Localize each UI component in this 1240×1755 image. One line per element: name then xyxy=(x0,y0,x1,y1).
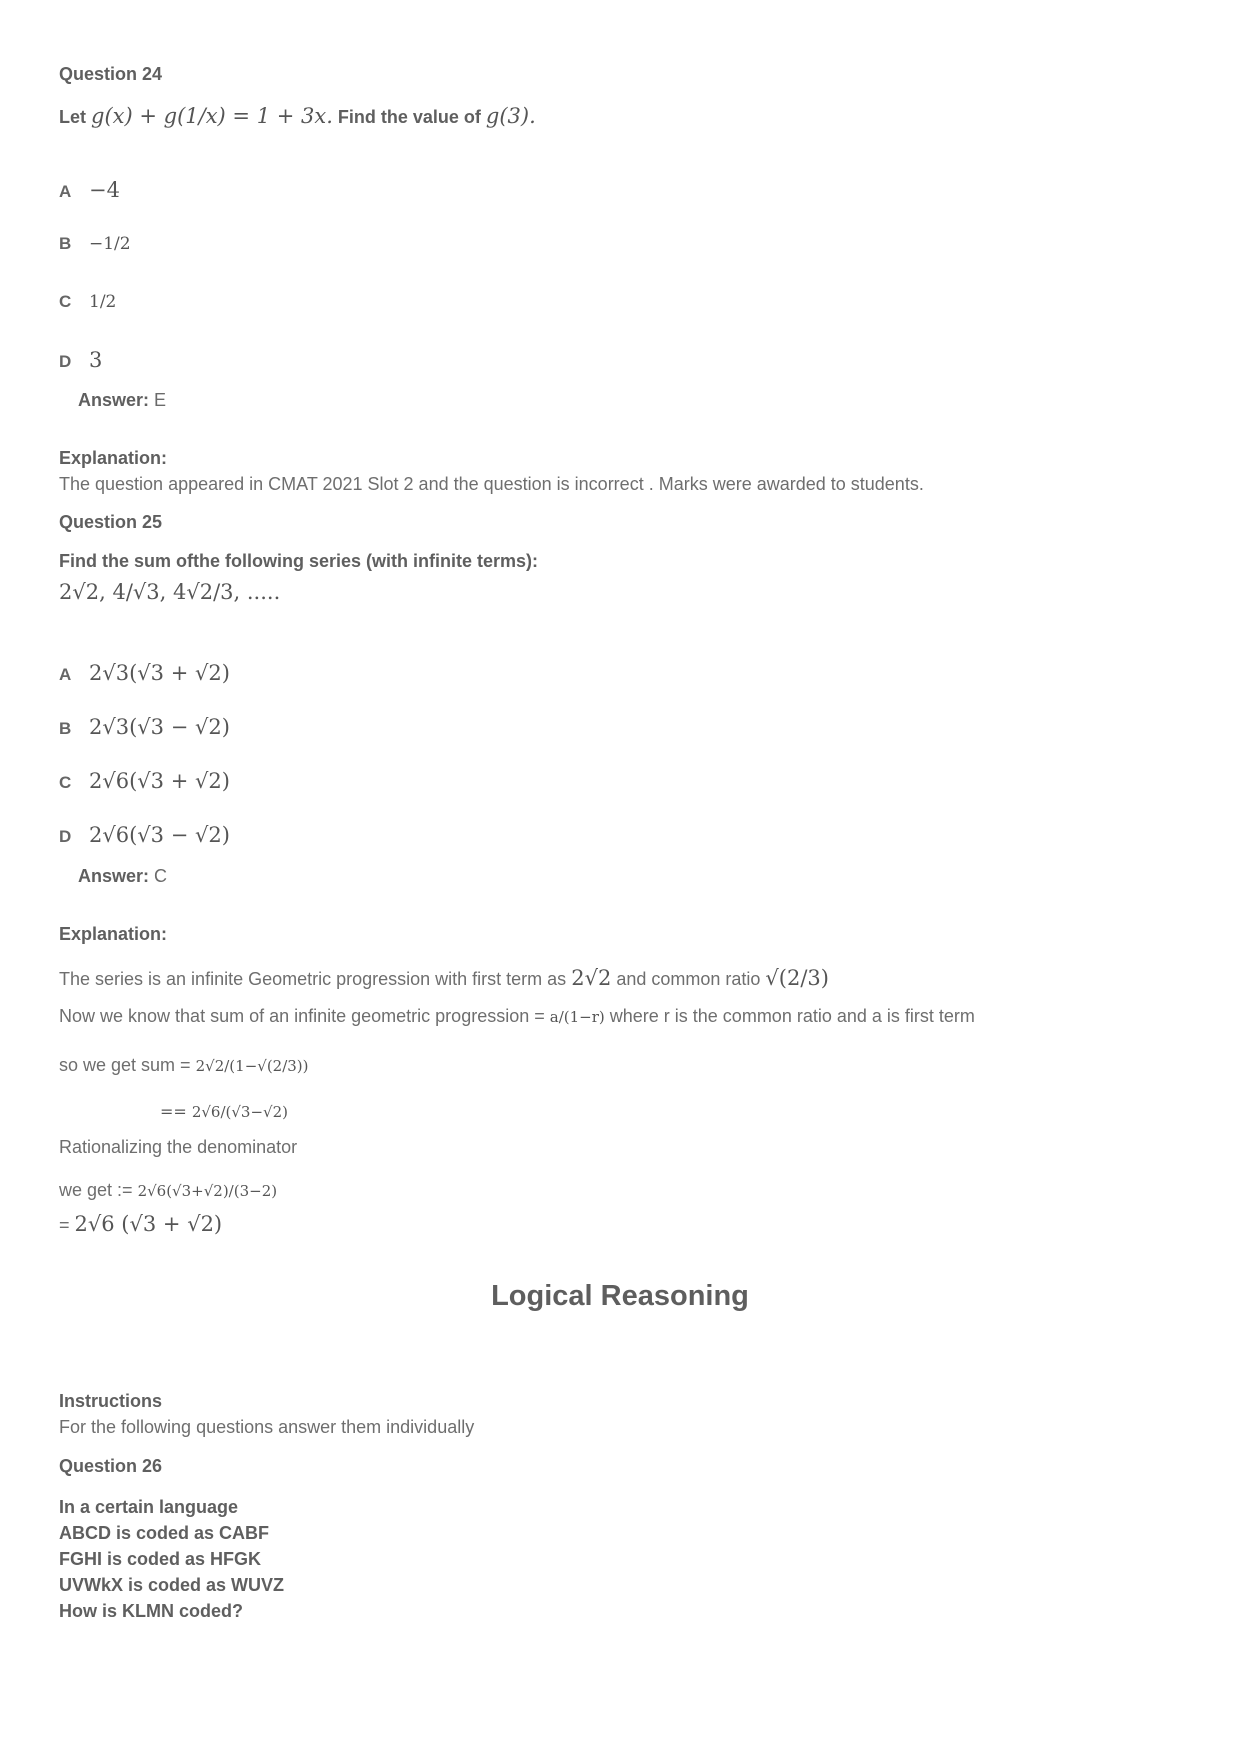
sum-formula-math: a/(1−r) xyxy=(549,1008,605,1026)
question-24-prompt xyxy=(59,104,536,128)
section-heading: Logical Reasoning xyxy=(491,1280,749,1312)
prompt-line: ABCD is coded as CABF xyxy=(59,1523,270,1543)
option-value: −1/2 xyxy=(89,234,131,254)
prompt-line: How is KLMN coded? xyxy=(59,1601,243,1621)
option-d[interactable] xyxy=(59,348,102,372)
final-answer-math: 2√6 (√3 + √2) xyxy=(74,1212,223,1236)
explanation-24-label: Explanation: xyxy=(59,448,168,468)
explanation-25-line-1 xyxy=(59,966,829,990)
explanation-25-line-5: Rationalizing the denominator xyxy=(59,1137,298,1157)
answer-24 xyxy=(78,390,166,411)
option-label: C xyxy=(59,292,72,311)
text: The series is an infinite Geometric progression with first term as xyxy=(59,969,567,989)
explanation-25-line-3 xyxy=(59,1055,309,1076)
prompt-equation: g(x) + g(1/x) = 1 + 3x. xyxy=(91,104,333,128)
option-c[interactable] xyxy=(59,291,116,312)
option-value: 3 xyxy=(89,348,103,372)
option-c[interactable] xyxy=(59,769,230,793)
option-a[interactable] xyxy=(59,661,230,685)
sum-substitution-math: 2√2/(1−√(2/3)) xyxy=(195,1057,309,1075)
question-25-series: 2√2, 4/√3, 4√2/3, ..... xyxy=(59,580,281,604)
text: = xyxy=(59,1215,70,1235)
explanation-25-label: Explanation: xyxy=(59,924,168,944)
instructions-text: For the following questions answer them individually xyxy=(59,1417,475,1437)
option-value: −4 xyxy=(89,178,120,202)
question-24-title: Question 24 xyxy=(59,64,163,84)
prompt-target: g(3). xyxy=(485,104,536,128)
text: and common ratio xyxy=(616,969,761,989)
option-b[interactable] xyxy=(59,233,131,254)
explanation-24-text: The question appeared in CMAT 2021 Slot 2 and the question is incorrect . Marks were awarded to students. xyxy=(59,474,924,494)
common-ratio-math: √(2/3) xyxy=(765,966,829,990)
answer-value: C xyxy=(154,866,168,886)
prompt-lead: Let xyxy=(59,107,86,127)
answer-label: Answer: xyxy=(78,866,150,886)
text: we get := xyxy=(59,1180,133,1200)
option-d[interactable] xyxy=(59,823,230,847)
option-label: A xyxy=(59,665,72,684)
option-label: A xyxy=(59,182,72,201)
option-b[interactable] xyxy=(59,715,230,739)
explanation-25-line-7 xyxy=(59,1212,222,1236)
prompt-line: UVWkX is coded as WUVZ xyxy=(59,1575,285,1595)
explanation-25-line-6 xyxy=(59,1180,277,1201)
option-value: 2√3(√3 − √2) xyxy=(89,715,230,739)
text: so we get sum = xyxy=(59,1055,191,1075)
option-value: 2√6(√3 − √2) xyxy=(89,823,230,847)
option-value: 2√3(√3 + √2) xyxy=(89,661,230,685)
question-26-prompt xyxy=(59,1494,284,1624)
explanation-25-line-2 xyxy=(59,1006,975,1027)
answer-label: Answer: xyxy=(78,390,150,410)
question-25-prompt: Find the sum ofthe following series (with infinite terms): xyxy=(59,551,539,571)
question-25-title: Question 25 xyxy=(59,512,163,532)
text: Now we know that sum of an infinite geometric progression = xyxy=(59,1006,545,1026)
question-26-title: Question 26 xyxy=(59,1456,163,1476)
explanation-25-line-4 xyxy=(160,1101,288,1122)
option-a[interactable] xyxy=(59,178,120,202)
equals-sign: == xyxy=(160,1102,187,1121)
answer-value: E xyxy=(154,390,167,410)
option-label: B xyxy=(59,234,72,253)
simplified-math: 2√6/(√3−√2) xyxy=(191,1103,289,1121)
option-label: D xyxy=(59,827,72,846)
option-label: D xyxy=(59,352,72,371)
first-term-math: 2√2 xyxy=(571,966,612,990)
rationalized-math: 2√6(√3+√2)/(3−2) xyxy=(137,1182,278,1200)
option-label: C xyxy=(59,773,72,792)
prompt-tail: Find the value of xyxy=(337,107,481,127)
option-label: B xyxy=(59,719,72,738)
answer-25 xyxy=(78,866,167,887)
option-value: 1/2 xyxy=(89,292,117,312)
text: where r is the common ratio and a is first term xyxy=(609,1006,975,1026)
instructions-label: Instructions xyxy=(59,1391,163,1411)
prompt-line: FGHI is coded as HFGK xyxy=(59,1549,262,1569)
prompt-line: In a certain language xyxy=(59,1497,239,1517)
option-value: 2√6(√3 + √2) xyxy=(89,769,230,793)
